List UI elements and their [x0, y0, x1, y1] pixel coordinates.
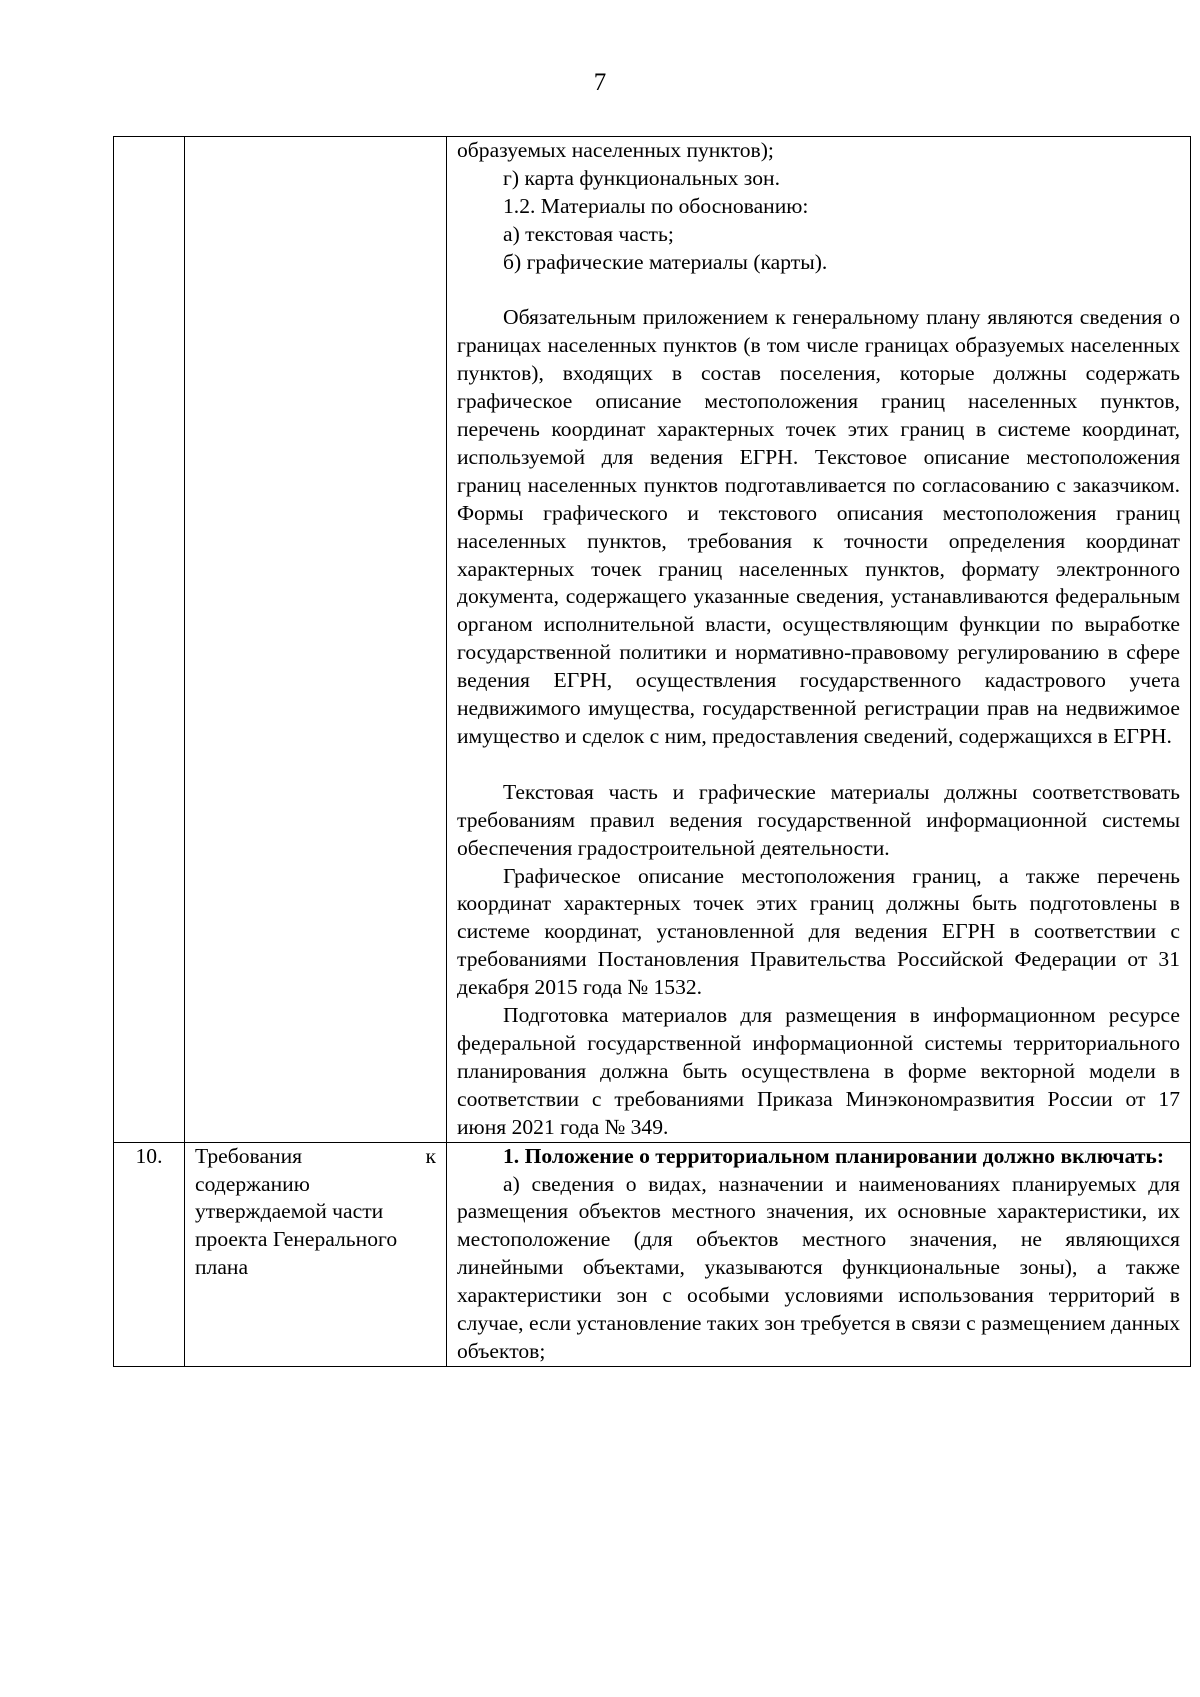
row-content-cell	[447, 137, 1191, 1143]
row-name-cell	[185, 1142, 447, 1366]
paragraph-gap	[457, 277, 1180, 305]
paragraph-text-and-graphics: Текстовая часть и графические материалы должны соответствовать требованиям правил ведения государственной информационной системы обеспечения градостроительной деятельности.	[457, 779, 1180, 860]
row-name-word: к	[425, 1143, 436, 1168]
content-line: 1.2. Материалы по обоснованию:	[503, 193, 809, 218]
content-line: г) карта функциональных зон.	[503, 165, 780, 190]
table-row-continued	[114, 137, 1191, 1143]
content-line: а) текстовая часть;	[503, 221, 674, 246]
row-name	[195, 1143, 436, 1283]
table-row-10	[114, 1142, 1191, 1366]
paragraph-gap	[457, 751, 1180, 779]
content-line: б) графические материалы (карты).	[503, 249, 828, 274]
paragraph-egrn-boundaries: Обязательным приложением к генеральному плану являются сведения о границах населенных пунктов (в том числе границах образуемых населенных пунктов), входящих в состав поселения, которые должны содержать графическое описание местоположения границ населенных пунктов, перечень координат характерных точек этих границ в системе координат, используемой для ведения ЕГРН. Текстовое описание местоположения границ населенных пунктов подготавливается по согласованию с заказчиком. Формы графического и текстового описания местоположения границ населенных пунктов, требования к точности определения координат характерных точек границ населенных пунктов, формату электронного документа, содержащего указанные сведения, устанавливаются федеральным органом исполнительной власти, осуществляющим функции по выработке государственной политики и нормативно-правовому регулированию в сфере ведения ЕГРН, осуществления государственного кадастрового учета недвижимого имущества, государственной регистрации прав на недвижимое имущество и сделок с ним, предоставления сведений, содержащихся в ЕГРН.	[457, 305, 1180, 749]
row-number-cell	[114, 137, 185, 1143]
row-name-word: Требования	[195, 1143, 303, 1168]
row-name-first-line	[195, 1143, 436, 1171]
paragraph-item-a: а) сведения о видах, назначении и наименованиях планируемых для размещения объектов местного значения, их основные характеристики, их местоположение (для объектов местного значения, не являющихся линейными объектами, указываются функциональные зоны), а также характеристики зон с особыми условиями использования территорий в случае, если установление таких зон требуется в связи с размещением данных объектов;	[457, 1171, 1180, 1363]
row-name-rest: содержанию утверждаемой части проекта Генерального плана	[195, 1171, 398, 1280]
section-heading: 1. Положение о территориальном планировании должно включать:	[503, 1143, 1165, 1168]
requirements-table	[113, 136, 1191, 1367]
content-line: образуемых населенных пунктов);	[457, 138, 774, 162]
paragraph-vector-model: Подготовка материалов для размещения в информационном ресурсе федеральной государственной информационной системы территориального планирования должна быть осуществлена в форме векторной модели в соответствии с требованиями Приказа Минэкономразвития России от 17 июня 2021 года № 349.	[457, 1003, 1180, 1139]
page-number: 7	[593, 69, 607, 96]
paragraph-graphic-description: Графическое описание местоположения границ, а также перечень координат характерных точек этих границ должны быть подготовлены в системе координат, установленной для ведения ЕГРН в соответствии с требованиями Постановления Правительства Российской Федерации от 31 декабря 2015 года № 1532.	[457, 863, 1180, 1000]
row-content-cell	[447, 1142, 1191, 1366]
row-number-cell: 10.	[114, 1142, 185, 1366]
row-name-cell	[185, 137, 447, 1143]
